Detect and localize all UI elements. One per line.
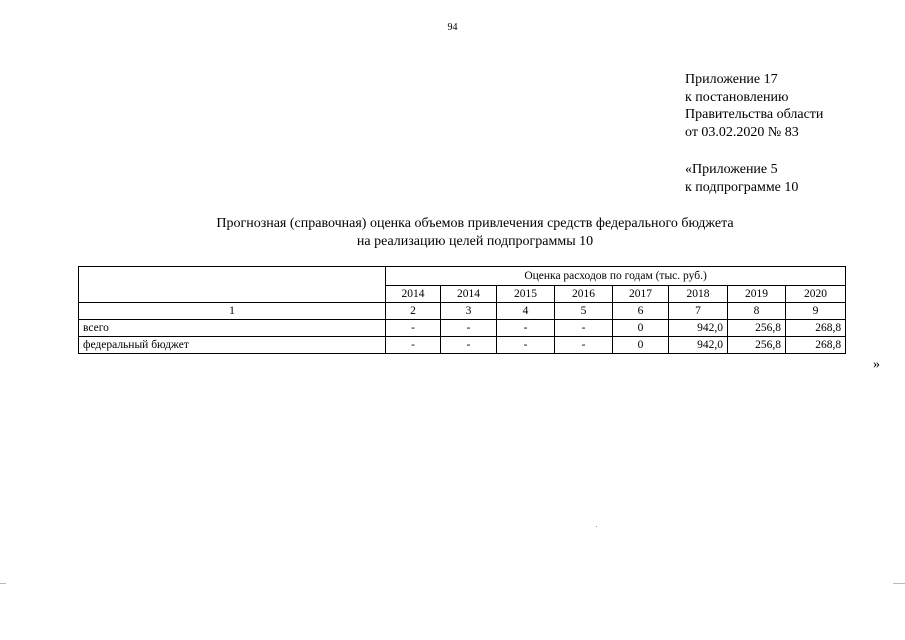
scan-artifact-dash [0, 583, 6, 584]
value-cell: - [386, 337, 441, 354]
colnum-cell: 4 [497, 303, 555, 320]
colnum-cell: 9 [786, 303, 846, 320]
year-cell: 2015 [497, 286, 555, 303]
value-cell: 942,0 [669, 320, 728, 337]
value-cell: 256,8 [728, 337, 786, 354]
scan-artifact-dash [893, 583, 905, 584]
appendix-sub-line: «Приложение 5 [685, 162, 778, 177]
value-cell: 0 [613, 320, 669, 337]
appendix-sub-block [685, 161, 798, 196]
budget-table [78, 266, 846, 354]
value-cell: 256,8 [728, 320, 786, 337]
appendix-main-line: к постановлению [685, 89, 789, 105]
value-cell: - [497, 320, 555, 337]
value-cell: 942,0 [669, 337, 728, 354]
table-header-row [79, 267, 846, 286]
appendix-sub-line: к подпрограмме 10 [685, 179, 799, 195]
value-cell: 0 [613, 337, 669, 354]
colnum-cell: 3 [441, 303, 497, 320]
row-label-cell: всего [79, 320, 386, 337]
table-row [79, 337, 846, 354]
year-cell: 2019 [728, 286, 786, 303]
colnum-cell: 2 [386, 303, 441, 320]
value-cell: - [555, 337, 613, 354]
value-cell: - [441, 320, 497, 337]
scan-speck [596, 526, 597, 527]
colnum-cell: 5 [555, 303, 613, 320]
value-cell: - [441, 337, 497, 354]
table-colnum-row [79, 303, 846, 320]
page-number: 94 [447, 22, 458, 33]
header-empty-cell [79, 267, 386, 303]
value-cell: 268,8 [786, 337, 846, 354]
colnum-cell: 1 [79, 303, 386, 320]
document-title [0, 215, 905, 250]
title-line: на реализацию целей подпрограммы 10 [356, 233, 594, 249]
colnum-cell: 6 [613, 303, 669, 320]
year-cell: 2017 [613, 286, 669, 303]
colnum-cell: 8 [728, 303, 786, 320]
year-cell: 2014 [386, 286, 441, 303]
appendix-main-line: Приложение 17 [685, 72, 778, 87]
appendix-main-block [685, 71, 823, 141]
year-cell: 2014 [441, 286, 497, 303]
row-label-cell: федеральный бюджет [79, 337, 386, 354]
appendix-main-line: Правительства области [685, 107, 824, 122]
colnum-cell: 7 [669, 303, 728, 320]
value-cell: 268,8 [786, 320, 846, 337]
appendix-main-line: от 03.02.2020 № 83 [685, 124, 799, 140]
header-group-cell: Оценка расходов по годам (тыс. руб.) [386, 267, 846, 286]
title-line: Прогнозная (справочная) оценка объемов привлечения средств федерального бюджета [216, 216, 734, 231]
year-cell: 2016 [555, 286, 613, 303]
value-cell: - [386, 320, 441, 337]
year-cell: 2020 [786, 286, 846, 303]
table-row [79, 320, 846, 337]
year-cell: 2018 [669, 286, 728, 303]
value-cell: - [497, 337, 555, 354]
closing-quote: » [873, 357, 880, 372]
value-cell: - [555, 320, 613, 337]
